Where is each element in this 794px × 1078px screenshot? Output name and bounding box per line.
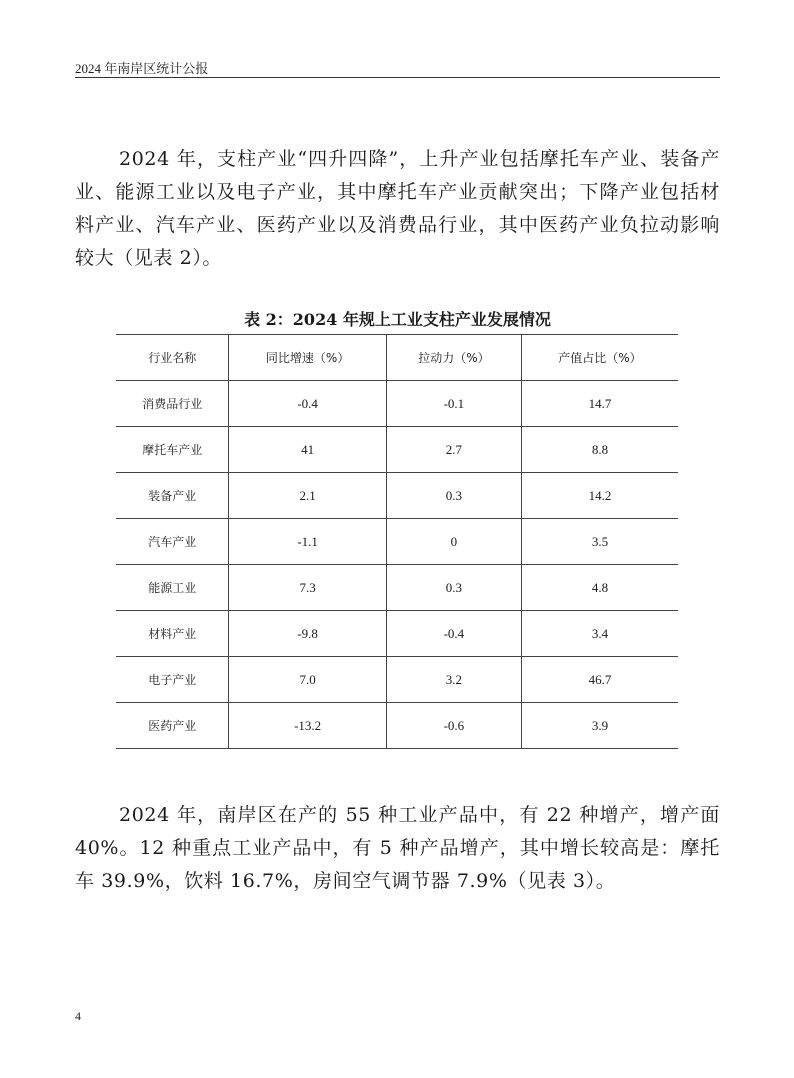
cell-industry-name: 材料产业 [116, 611, 229, 657]
cell-output-share: 3.4 [521, 611, 678, 657]
header-output-share: 产值占比（%） [521, 335, 678, 381]
page-header: 2024 年南岸区统计公报 [75, 61, 209, 76]
cell-pull-contribution: 0 [386, 519, 521, 565]
table-row [116, 611, 678, 657]
table-header-row [116, 335, 678, 381]
cell-output-share: 8.8 [521, 427, 678, 473]
header-industry-name: 行业名称 [116, 335, 229, 381]
cell-industry-name: 装备产业 [116, 473, 229, 519]
cell-output-share: 14.7 [521, 381, 678, 427]
table-row [116, 427, 678, 473]
cell-output-share: 3.9 [521, 703, 678, 749]
cell-pull-contribution: 3.2 [386, 657, 521, 703]
table-row [116, 657, 678, 703]
cell-pull-contribution: -0.6 [386, 703, 521, 749]
body-paragraph-2-text: 2024 年，南岸区在产的 55 种工业产品中，有 22 种增产，增产面 40%。12 种重点工业产品中，有 5 种产品增产，其中增长较高是：摩托车 39.9%，饮料 16.7%，房间空气调节器 7.9%（见表 3）。 [75, 804, 720, 892]
cell-industry-name: 摩托车产业 [116, 427, 229, 473]
table-row [116, 565, 678, 611]
table-row [116, 519, 678, 565]
cell-yoy-growth: -0.4 [229, 381, 386, 427]
cell-industry-name: 消费品行业 [116, 381, 229, 427]
industry-table [116, 334, 678, 749]
cell-output-share: 46.7 [521, 657, 678, 703]
cell-pull-contribution: 0.3 [386, 565, 521, 611]
cell-industry-name: 医药产业 [116, 703, 229, 749]
cell-industry-name: 电子产业 [116, 657, 229, 703]
cell-yoy-growth: 7.0 [229, 657, 386, 703]
header-pull-contribution: 拉动力（%） [386, 335, 521, 381]
table-title: 表 2：2024 年规上工业支柱产业发展情况 [244, 310, 551, 329]
cell-yoy-growth: -1.1 [229, 519, 386, 565]
page-number: 4 [75, 1009, 81, 1023]
cell-yoy-growth: -13.2 [229, 703, 386, 749]
cell-industry-name: 汽车产业 [116, 519, 229, 565]
header-divider [75, 77, 720, 78]
cell-pull-contribution: -0.1 [386, 381, 521, 427]
table-row [116, 381, 678, 427]
header-yoy-growth: 同比增速（%） [229, 335, 386, 381]
cell-output-share: 14.2 [521, 473, 678, 519]
cell-yoy-growth: -9.8 [229, 611, 386, 657]
cell-industry-name: 能源工业 [116, 565, 229, 611]
cell-output-share: 3.5 [521, 519, 678, 565]
body-paragraph-2 [75, 799, 720, 898]
cell-output-share: 4.8 [521, 565, 678, 611]
cell-pull-contribution: -0.4 [386, 611, 521, 657]
table-row [116, 473, 678, 519]
body-paragraph-1 [75, 143, 720, 275]
cell-pull-contribution: 2.7 [386, 427, 521, 473]
table-row [116, 703, 678, 749]
body-paragraph-1-text: 2024 年，支柱产业“四升四降”，上升产业包括摩托车产业、装备产业、能源工业以及电子产业，其中摩托车产业贡献突出；下降产业包括材料产业、汽车产业、医药产业以及消费品行业，其中医药产业负拉动影响较大（见表 2）。 [75, 148, 720, 269]
cell-yoy-growth: 2.1 [229, 473, 386, 519]
cell-yoy-growth: 41 [229, 427, 386, 473]
cell-pull-contribution: 0.3 [386, 473, 521, 519]
cell-yoy-growth: 7.3 [229, 565, 386, 611]
